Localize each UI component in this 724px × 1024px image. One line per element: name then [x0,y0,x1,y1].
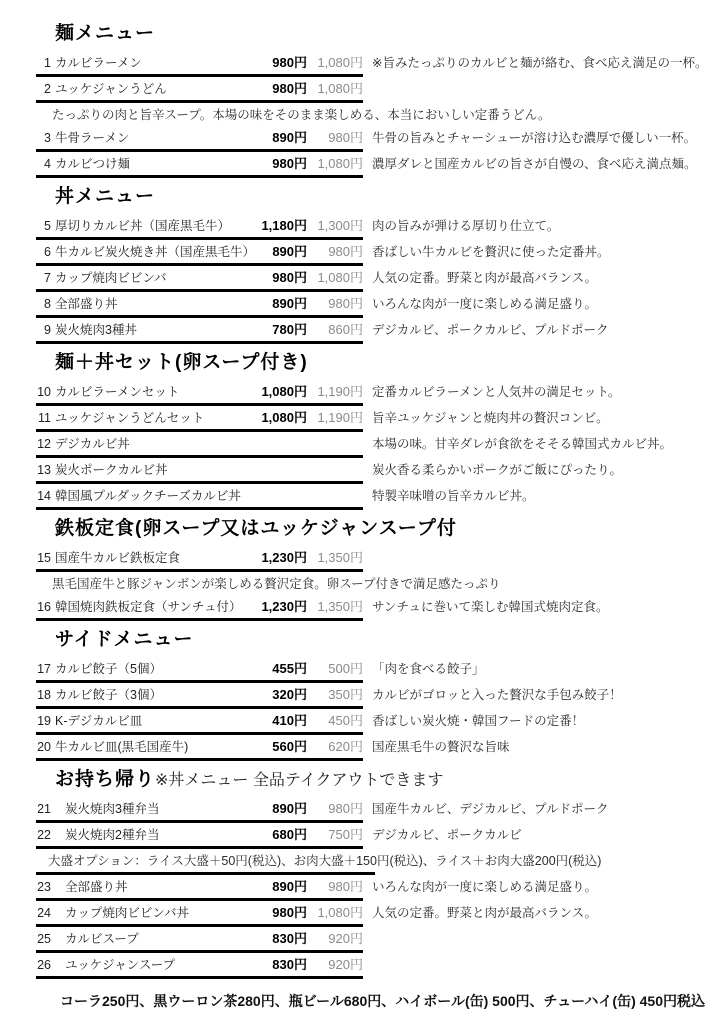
row-number: 20 [37,740,51,754]
menu-row [36,292,724,318]
row-number: 4 [44,157,51,171]
item-description: 肉の旨みが弾ける厚切り仕立て。 [372,219,560,233]
menu-row [36,953,724,979]
menu-section [36,768,724,979]
price-regular: 980円 [328,244,364,259]
price-regular: 1,080円 [317,55,363,70]
menu-row [36,432,724,458]
menu-row [36,77,724,103]
section-title-note: ※丼メニュー 全品テイクアウトできます [155,772,444,789]
price-regular: 450円 [328,713,363,728]
row-underlined-area [36,77,363,103]
menu-row [36,657,724,683]
row-number: 23 [37,880,51,894]
section-rows [36,380,724,510]
note-text: 大盛オプション：ライス大盛＋50円(税込)、お肉大盛＋150円(税込)、ライス＋お肉大盛200円(税込) [48,854,602,868]
row-number: 17 [37,662,51,676]
drinks-footer: コーラ250円、黒ウーロン茶280円、瓶ビール680円、ハイボール(缶) 500円、チューハイ(缶) 450円税込 [60,993,705,1009]
section-title [55,185,724,210]
row-number: 26 [37,958,51,972]
item-name: 全部盛り丼 [55,297,118,311]
row-number: 9 [44,323,51,337]
price-current: 890円 [272,244,308,259]
section-rows [36,51,724,178]
row-underlined-area [36,595,363,621]
item-name: 全部盛り丼 [65,880,128,894]
row-underlined-area [36,657,363,683]
note-text: たっぷりの肉と旨辛スープ。本場の味をそのまま楽しめる、本当においしい定番うどん。 [52,108,551,122]
section-rows [36,797,724,979]
price-regular: 980円 [328,801,363,816]
item-name: カップ焼肉ビビンバ丼 [65,906,190,920]
row-underlined-area [36,546,363,572]
price-current: 980円 [272,156,307,171]
item-name: カルビ餃子（5個） [55,662,162,676]
section-rows [36,657,724,761]
item-name: 厚切りカルビ丼（国産黒毛牛） [55,219,231,233]
menu-sections [36,22,724,979]
item-description: サンチュに巻いて楽しむ韓国式焼肉定食。 [372,600,609,614]
price-current: 1,080円 [261,410,307,425]
price-regular: 1,300円 [317,218,363,233]
price-regular: 1,350円 [317,550,363,565]
menu-section [36,351,724,510]
price-regular: 980円 [328,130,363,145]
item-name: 牛カルビ皿(黒毛国産牛) [55,740,189,754]
item-description: 人気の定番。野菜と肉が最高バランス。 [372,906,598,920]
item-name: カルビラーメンセット [55,385,180,399]
menu-row [36,152,724,178]
item-description: いろんな肉が一度に楽しめる満足盛り。 [372,297,598,311]
item-name: 炭火ポークカルビ丼 [55,463,168,477]
row-underlined-area [36,901,363,927]
section-title-text: 丼メニュー [55,186,156,207]
price-regular: 1,190円 [317,384,363,399]
item-description: ※旨みたっぷりのカルビと麺が絡む、食べ応え満足の一杯。 [372,56,708,70]
item-description: デジカルビ、ポークカルビ [372,828,522,842]
menu-row [36,683,724,709]
row-number: 25 [37,932,51,946]
item-description: カルビがゴロッと入った贅沢な手包み餃子！ [372,688,622,702]
item-description: 「肉を食べる餃子」 [372,662,485,676]
row-underlined-area [36,953,363,979]
menu-row [36,126,724,152]
item-name: ユッケジャンうどんセット [55,411,205,425]
section-title-text: 麺メニュー [55,23,156,44]
price-current: 680円 [272,827,307,842]
item-name: カルビつけ麺 [55,157,131,171]
section-title [55,628,724,653]
item-name: 韓国風プルダックチーズカルビ丼 [55,489,241,503]
item-name: 牛カルビ炭火焼き丼（国産黒毛牛） [55,245,256,259]
item-name: ユッケジャンうどん [55,82,167,96]
price-regular: 1,080円 [317,270,363,285]
row-underlined-area [36,51,363,77]
menu-row [36,51,724,77]
price-current: 830円 [272,931,307,946]
row-number: 16 [37,600,51,614]
row-underlined-area [36,380,363,406]
item-description: 牛骨の旨みとチャーシューが溶け込む濃厚で優しい一杯。 [372,131,697,145]
section-title [55,768,724,793]
section-title [55,351,724,376]
price-regular: 1,080円 [317,156,363,171]
price-current: 830円 [272,957,307,972]
price-regular: 350円 [328,687,363,702]
item-name: 韓国焼肉鉄板定食（サンチュ付） [55,600,242,614]
menu-row [36,406,724,432]
price-current: 560円 [272,739,307,754]
menu-row [36,546,724,572]
row-number: 14 [37,489,51,503]
price-current: 890円 [272,801,307,816]
row-number: 21 [37,802,51,816]
price-regular: 920円 [328,931,363,946]
menu-row [36,875,724,901]
row-number: 10 [37,385,51,399]
price-regular: 980円 [328,879,363,894]
price-regular: 980円 [328,296,363,311]
item-name: ユッケジャンスープ [65,958,176,972]
section-title-text: お持ち帰り [55,769,156,790]
item-name: 炭火焼肉3種丼 [55,323,137,337]
row-underlined-area [36,318,363,344]
item-description: 国産牛カルビ、デジカルビ、プルドポーク [372,802,609,816]
menu-row [36,595,724,621]
section-rows [36,546,724,621]
item-name: カップ焼肉ビビンバ [55,271,167,285]
menu-section [36,517,724,621]
row-number: 19 [37,714,51,728]
row-number: 13 [37,463,51,477]
price-regular: 1,350円 [317,599,363,614]
price-regular: 1,080円 [317,81,363,96]
row-number: 1 [44,56,51,70]
row-number: 11 [38,411,51,425]
section-title [55,22,724,47]
note-row [36,572,724,595]
item-description: 旨辛ユッケジャンと焼肉丼の贅沢コンビ。 [372,411,609,425]
price-regular: 500円 [328,661,363,676]
item-description: 濃厚ダレと国産カルビの旨さが自慢の、食べ応え満点麺。 [372,157,697,171]
note-text: 黒毛国産牛と豚ジャンボンが楽しめる贅沢定食。卵スープ付きで満足感たっぷり [52,577,501,591]
item-name: 炭火焼肉2種弁当 [65,828,160,842]
menu-section [36,185,724,344]
note-row [36,849,602,875]
row-number: 12 [37,437,51,451]
item-description: 香ばしい炭火焼・韓国フードの定番！ [372,714,585,728]
item-name: カルビ餃子（3個） [55,688,162,702]
menu-row [36,735,724,761]
section-title-text: 麺＋丼セット(卵スープ付き) [55,352,308,373]
menu-row [36,380,724,406]
price-current: 980円 [272,905,307,920]
price-current: 320円 [272,687,307,702]
item-name: 牛骨ラーメン [55,131,130,145]
row-number: 6 [44,245,51,259]
menu-row [36,240,724,266]
price-current: 1,230円 [261,550,307,565]
section-title [55,517,724,542]
row-underlined-area [36,823,363,849]
section-rows [36,214,724,344]
item-description: 国産黒毛牛の贅沢な旨味 [372,740,510,754]
price-regular: 1,190円 [317,410,363,425]
row-underlined-area [36,709,363,735]
row-underlined-area [36,484,363,510]
price-current: 890円 [272,879,307,894]
price-current: 410円 [272,713,307,728]
row-underlined-area [36,406,363,432]
item-name: カルビスープ [65,932,139,946]
section-title-text: 鉄板定食(卵スープ又はユッケジャンスープ付 [55,518,457,539]
row-number: 3 [44,131,51,145]
row-underlined-area [36,735,363,761]
price-current: 890円 [272,296,307,311]
price-current: 890円 [272,130,307,145]
row-number: 5 [44,219,51,233]
price-regular: 920円 [328,957,363,972]
price-current: 1,080円 [261,384,307,399]
menu-section [36,22,724,178]
item-name: 国産牛カルビ鉄板定食 [55,551,181,565]
price-regular: 860円 [328,322,363,337]
menu-row [36,318,724,344]
price-current: 1,180円 [261,218,307,233]
row-number: 7 [44,271,51,285]
price-current: 980円 [272,270,307,285]
item-description: いろんな肉が一度に楽しめる満足盛り。 [372,880,598,894]
row-underlined-area [36,797,363,823]
item-name: 炭火焼肉3種弁当 [65,802,160,816]
row-underlined-area [36,683,363,709]
row-underlined-area [36,126,363,152]
price-current: 1,230円 [261,599,307,614]
note-row [36,103,724,126]
price-regular: 750円 [328,827,363,842]
item-description: デジカルビ、ポークカルビ、プルドポーク [372,323,609,337]
item-description: 特製辛味噌の旨辛カルビ丼。 [372,489,535,503]
price-current: 780円 [272,322,307,337]
row-underlined-area [36,266,363,292]
item-name: K-デジカルビ皿 [55,714,143,728]
row-number: 8 [44,297,51,311]
menu-row [36,797,724,823]
row-underlined-area [36,292,363,318]
item-description: 香ばしい牛カルビを贅沢に使った定番丼。 [372,245,610,259]
item-description: 炭火香る柔らかいポークがご飯にぴったり。 [372,463,623,477]
row-underlined-area [36,458,363,484]
row-underlined-area [36,152,363,178]
menu-row [36,823,724,849]
row-underlined-area [36,432,363,458]
row-number: 22 [37,828,51,842]
price-current: 980円 [272,55,307,70]
menu-row [36,927,724,953]
price-current: 980円 [272,81,307,96]
menu-row [36,214,724,240]
row-underlined-area [36,214,363,240]
price-regular: 1,080円 [317,905,363,920]
row-number: 2 [44,82,51,96]
price-current: 455円 [272,661,307,676]
menu-row [36,484,724,510]
row-underlined-area [36,875,363,901]
item-description: 定番カルビラーメンと人気丼の満足セット。 [372,385,621,399]
row-number: 15 [37,551,51,565]
item-name: デジカルビ丼 [55,437,130,451]
item-description: 本場の味。甘辛ダレが食欲をそそる韓国式カルビ丼。 [372,437,673,451]
row-number: 18 [37,688,51,702]
row-underlined-area [36,927,363,953]
item-name: カルビラーメン [55,56,142,70]
price-regular: 620円 [328,739,363,754]
menu-row [36,709,724,735]
row-number: 24 [37,906,51,920]
row-underlined-area [36,240,363,266]
section-title-text: サイドメニュー [55,629,194,650]
menu-row [36,458,724,484]
menu-section [36,628,724,761]
menu-row [36,266,724,292]
menu-row [36,901,724,927]
item-description: 人気の定番。野菜と肉が最高バランス。 [372,271,598,285]
